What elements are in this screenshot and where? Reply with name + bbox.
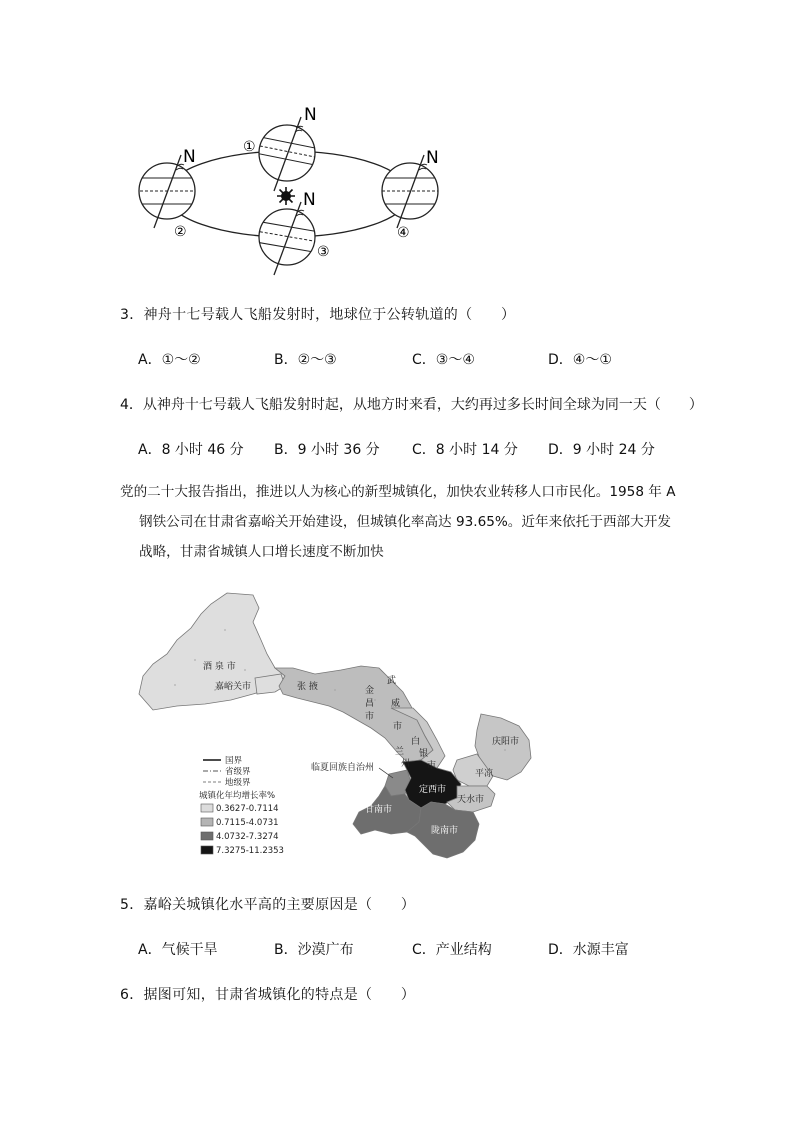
legend-national-border: 国界 xyxy=(225,756,243,766)
question-4-option-a[interactable]: A．8 小时 46 分 xyxy=(138,442,244,458)
linxia-leader-line xyxy=(379,768,393,778)
question-3-option-d[interactable]: D．④～① xyxy=(548,352,612,368)
map-label-wuwei-1: 武 xyxy=(387,676,397,686)
question-4-option-b[interactable]: B．9 小时 36 分 xyxy=(274,442,380,458)
north-label-4: N xyxy=(426,148,439,168)
question-6-stem: 6．据图可知，甘肃省城镇化的特点是（ ） xyxy=(120,987,416,1003)
question-4-option-c[interactable]: C．8 小时 14 分 xyxy=(412,442,518,458)
question-5-option-a[interactable]: A．气候干旱 xyxy=(138,942,218,958)
passage-line-1: 党的二十大报告指出，推进以人为核心的新型城镇化，加快农业转移人口市民化。1958 年 A xyxy=(120,484,676,500)
legend-class-1: 0.3627-0.7114 xyxy=(216,804,279,814)
position-label-4: ④ xyxy=(397,225,410,241)
map-label-tianshui: 天水市 xyxy=(457,795,485,805)
question-5-option-d[interactable]: D．水源丰富 xyxy=(548,942,629,958)
question-5-stem: 5．嘉峪关城镇化水平高的主要原因是（ ） xyxy=(120,897,416,913)
map-label-baiyin-2: 银 xyxy=(419,749,429,759)
question-3-stem: 3．神舟十七号载人飞船发射时，地球位于公转轨道的（ ） xyxy=(120,307,516,323)
map-label-jiayuguan: 嘉峪关市 xyxy=(215,682,252,692)
legend-swatch-4 xyxy=(201,846,213,854)
map-label-lanzhou-1: 兰 xyxy=(395,747,405,757)
question-4-stem: 4．从神舟十七号载人飞船发射时起，从地方时来看，大约再过多长时间全球为同一天（ ） xyxy=(120,397,703,413)
map-label-longnan: 陇南市 xyxy=(431,826,459,836)
question-3-option-c[interactable]: C．③～④ xyxy=(412,352,475,368)
map-label-pingliang: 平凉 xyxy=(475,769,494,779)
passage-line-2: 钢铁公司在甘肃省嘉峪关开始建设，但城镇化率高达 93.65%。近年来依托于西部大开发 xyxy=(139,514,671,530)
map-label-gannan: 甘南市 xyxy=(365,805,393,815)
north-label-2: N xyxy=(183,147,196,167)
gansu-urbanization-map xyxy=(135,590,545,865)
legend-class-3: 4.0732-7.3274 xyxy=(216,832,279,842)
legend-title: 城镇化年均增长率% xyxy=(199,791,276,801)
map-label-jinchang-3: 市 xyxy=(365,712,375,722)
map-label-lanzhou-2: 州 xyxy=(401,759,411,769)
question-4-option-d[interactable]: D．9 小时 24 分 xyxy=(548,442,655,458)
sun-icon xyxy=(277,187,295,205)
map-label-dingxi: 定西市 xyxy=(419,785,447,795)
map-label-baiyin-3: 市 xyxy=(427,761,437,771)
legend-swatch-3 xyxy=(201,832,213,840)
map-legend xyxy=(199,756,284,856)
position-label-3: ③ xyxy=(317,244,330,260)
north-label-3: N xyxy=(303,190,316,210)
earth-position-1 xyxy=(250,117,325,191)
position-label-1: ① xyxy=(243,139,256,155)
north-label-1: N xyxy=(304,105,317,125)
map-label-jinchang-2: 昌 xyxy=(365,699,375,709)
legend-provincial-border: 省级界 xyxy=(225,767,251,777)
legend-prefecture-border: 地级界 xyxy=(225,778,251,788)
map-label-wuwei-3: 市 xyxy=(393,722,403,732)
legend-class-2: 0.7115-4.0731 xyxy=(216,818,279,828)
legend-swatch-1 xyxy=(201,804,213,812)
question-3-option-b[interactable]: B．②～③ xyxy=(274,352,337,368)
question-3-option-a[interactable]: A．①～② xyxy=(138,352,201,368)
passage-line-3: 战略，甘肃省城镇人口增长速度不断加快 xyxy=(139,544,384,560)
question-5-option-c[interactable]: C．产业结构 xyxy=(412,942,492,958)
map-label-wuwei-2: 威 xyxy=(391,699,401,709)
map-label-jiuquan: 酒 泉 市 xyxy=(203,662,236,672)
question-5-option-b[interactable]: B．沙漠广布 xyxy=(274,942,354,958)
map-label-jinchang-1: 金 xyxy=(365,686,375,696)
earth-position-3 xyxy=(250,202,325,275)
map-label-linxia: 临夏回族自治州 xyxy=(311,763,375,773)
map-label-zhangye: 张 掖 xyxy=(297,682,318,692)
legend-swatch-2 xyxy=(201,818,213,826)
legend-class-4: 7.3275-11.2353 xyxy=(216,846,284,856)
position-label-2: ② xyxy=(174,224,187,240)
earth-orbit-diagram xyxy=(120,95,460,280)
map-label-baiyin-1: 白 xyxy=(411,737,421,747)
map-label-qingyang: 庆阳市 xyxy=(492,737,520,747)
